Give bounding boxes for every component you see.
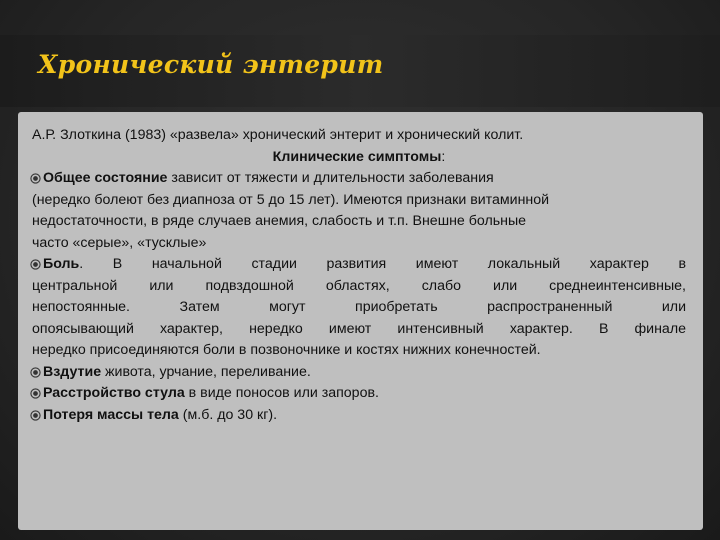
intro-text: А.Р. Злоткина (1983) «развела» хронический энтерит и хронический колит. xyxy=(32,127,524,143)
item-line: (нередко болеют без диапноза от 5 до 15 лет). Имеются признаки витаминной xyxy=(32,191,550,208)
circled-dot-bullet-icon xyxy=(30,388,41,399)
item-line: опоясывающий характер, нередко имеют интенсивный характер. В финале xyxy=(32,320,686,337)
section-heading-colon: : xyxy=(441,148,446,165)
item-head: Боль xyxy=(43,256,80,272)
circled-dot-bullet-icon xyxy=(30,367,41,378)
item-head: Общее состояние xyxy=(43,170,168,186)
item-head: Расстройство стула xyxy=(43,385,185,401)
list-item-general-condition xyxy=(32,168,686,254)
circled-dot-bullet-icon xyxy=(30,410,41,421)
section-heading-text: Клинические симптомы xyxy=(272,148,442,165)
circled-dot-bullet-icon xyxy=(30,259,41,270)
item-line: центральной или подвздошной областях, слабо или среднеинтенсивные, xyxy=(32,277,686,294)
item-head: Потеря массы тела xyxy=(43,406,179,423)
list-item-pain xyxy=(32,254,686,362)
item-line: непостоянные. Затем могут приобретать распространенный или xyxy=(32,299,686,315)
section-heading xyxy=(32,147,686,169)
item-line: нередко присоединяются боли в позвоночнике и костях нижних конечностей. xyxy=(32,342,541,358)
content-body xyxy=(32,125,686,426)
list-item-stool-disorder xyxy=(32,383,686,405)
slide-title: Хронический энтерит xyxy=(38,50,384,79)
item-line: . В начальной стадии развития имеют локальный характер в xyxy=(79,256,686,272)
item-line: в виде поносов или запоров. xyxy=(184,385,379,401)
list-item-bloating xyxy=(32,362,686,384)
item-line: живота, урчание, переливание. xyxy=(101,363,311,380)
item-line: (м.б. до 30 кг). xyxy=(178,406,278,423)
item-line: недостаточности, в ряде случаев анемия, слабость и т.п. Внешне больные xyxy=(32,213,527,229)
list-item-weight-loss xyxy=(32,405,686,427)
item-line: зависит от тяжести и длительности заболевания xyxy=(167,170,494,186)
item-line: часто «серые», «тусклые» xyxy=(32,234,207,251)
item-head: Вздутие xyxy=(43,363,102,380)
circled-dot-bullet-icon xyxy=(30,173,41,184)
